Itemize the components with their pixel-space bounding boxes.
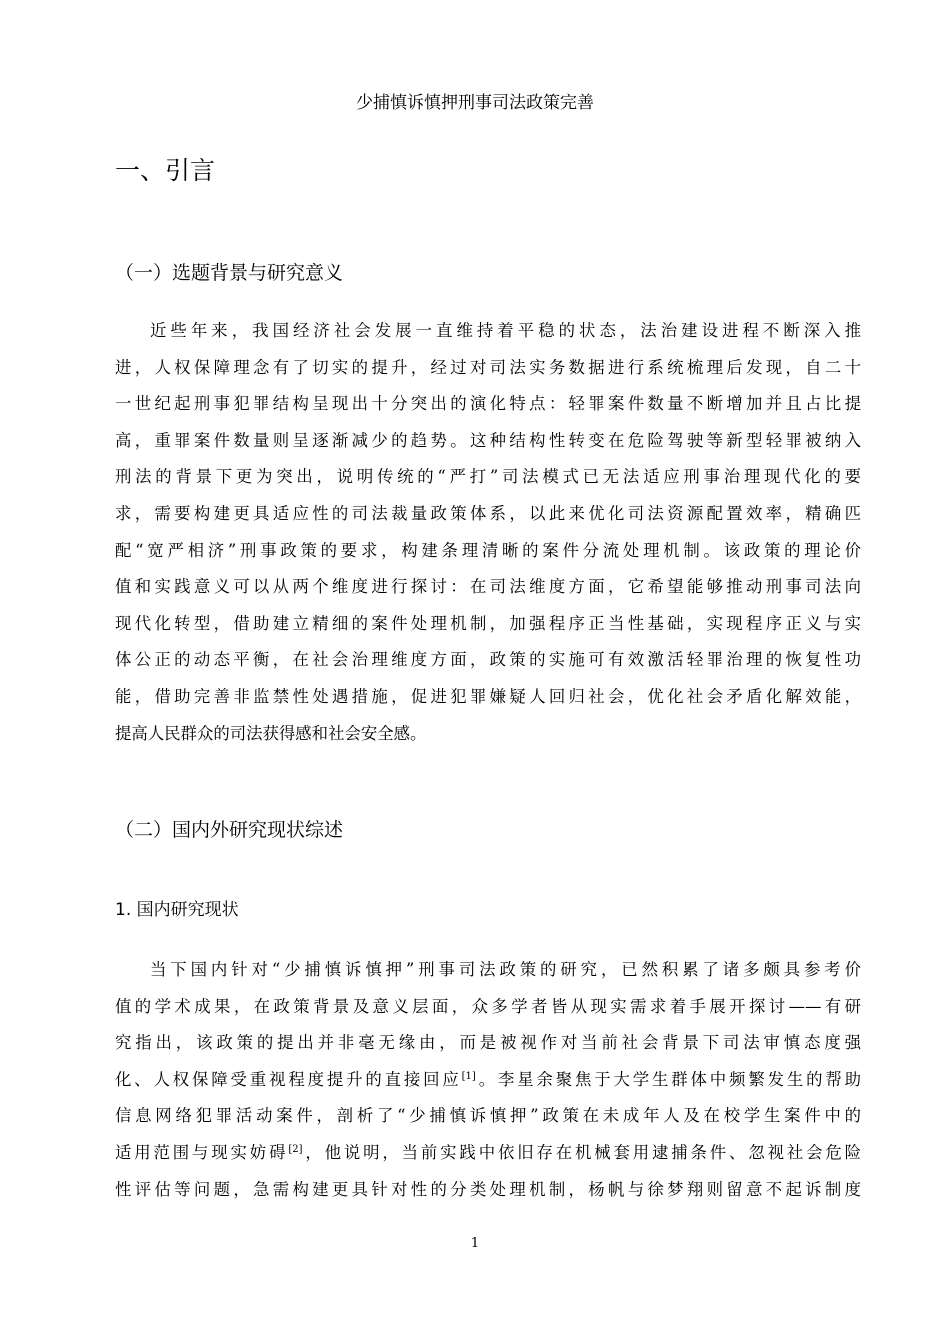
- text-line: 信息网络犯罪活动案件，剖析了“少捕慎诉慎押”政策在未成年人及在校学生案件中的: [115, 1106, 861, 1126]
- citation-1: [1]: [461, 1070, 476, 1082]
- paragraph-domestic-research: [115, 952, 861, 1208]
- text-line: 求，需要构建更具适应性的司法裁量政策体系，以此来优化司法资源配置效率，精确匹: [115, 503, 861, 523]
- text-line: 一世纪起刑事犯罪结构呈现出十分突出的演化特点：轻罪案件数量不断增加并且占比提: [115, 394, 861, 414]
- text-line: 刑法的背景下更为突出，说明传统的“严打”司法模式已无法适应刑事治理现代化的要: [115, 467, 861, 487]
- text-line: 能，借助完善非监禁性处遇措施，促进犯罪嫌疑人回归社会，优化社会矛盾化解效能，: [115, 686, 861, 706]
- text-line: 配“宽严相济”刑事政策的要求，构建条理清晰的案件分流处理机制。该政策的理论价: [115, 540, 861, 560]
- text-segment: 化、人权保障受重视程度提升的直接回应: [115, 1069, 462, 1089]
- text-line: 值和实践意义可以从两个维度进行探讨：在司法维度方面，它希望能够推动刑事司法向: [115, 577, 861, 597]
- document-title: 少捕慎诉慎押刑事司法政策完善: [356, 93, 594, 113]
- text-line: 值的学术成果，在政策背景及意义层面，众多学者皆从现实需求着手展开探讨——有研: [115, 996, 861, 1016]
- text-line: 现代化转型，借助建立精细的案件处理机制，加强程序正当性基础，实现程序正义与实: [115, 613, 861, 633]
- text-line: 当下国内针对“少捕慎诉慎押”刑事司法政策的研究，已然积累了诸多颇具参考价: [150, 960, 861, 979]
- text-line-with-citation: [115, 1135, 861, 1172]
- text-line: 提高人民群众的司法获得感和社会安全感。: [115, 723, 427, 743]
- subsubsection-heading-domestic-research: 1. 国内研究现状: [115, 900, 239, 920]
- citation-2: [2]: [288, 1143, 303, 1155]
- text-line: 性评估等问题，急需构建更具针对性的分类处理机制，杨帆与徐梦翔则留意不起诉制度: [115, 1179, 861, 1199]
- page-number: 1: [470, 1236, 480, 1251]
- text-segment: ，他说明，当前实践中依旧存在机械套用逮捕条件、忽视社会危险: [302, 1142, 861, 1162]
- text-line: 体公正的动态平衡，在社会治理维度方面，政策的实施可有效激活轻罪治理的恢复性功: [115, 650, 861, 670]
- text-line-with-citation: [115, 1062, 861, 1099]
- subsection-heading-background: （一）选题背景与研究意义: [115, 262, 344, 284]
- subsection-heading-literature-review: （二）国内外研究现状综述: [115, 819, 344, 841]
- text-segment: 适用范围与现实妨碍: [115, 1142, 289, 1162]
- text-line: 进，人权保障理念有了切实的提升，经过对司法实务数据进行系统梳理后发现，自二十: [115, 357, 861, 377]
- text-line: 近些年来，我国经济社会发展一直维持着平稳的状态，法治建设进程不断深入推: [150, 321, 861, 340]
- text-segment: 。李星余聚焦于大学生群体中频繁发生的帮助: [475, 1069, 861, 1089]
- text-line: 高，重罪案件数量则呈逐渐减少的趋势。这种结构性转变在危险驾驶等新型轻罪被纳入: [115, 430, 861, 450]
- section-heading-introduction: 一、引言: [115, 156, 216, 185]
- text-line: 究指出，该政策的提出并非毫无缘由，而是被视作对当前社会背景下司法审慎态度强: [115, 1033, 861, 1053]
- paragraph-background: [115, 313, 861, 752]
